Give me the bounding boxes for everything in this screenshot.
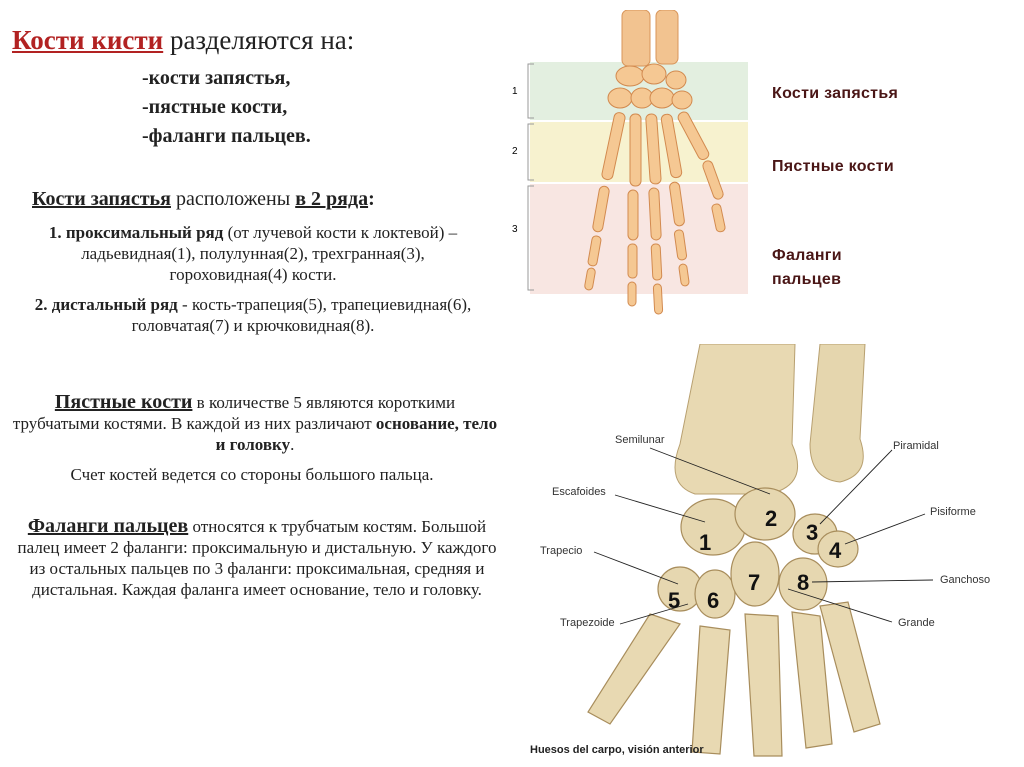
phalanges-paragraph xyxy=(14,516,500,600)
phalanges-text: относятся к трубчатым костям. Большой палец имеет 2 фаланги: проксимальную и дистальную. У каждого из остальных пальцев по 3 фаланги: проксимальная, средняя и дистальная. Каждая фаланга имеет основание, тело и головку. xyxy=(17,517,497,599)
label-escafoides: Escafoides xyxy=(552,486,606,498)
carpus-heading-title: Кости запястья xyxy=(32,188,171,210)
bone-number: 5 xyxy=(668,588,681,613)
phalanges-band xyxy=(530,184,748,294)
label-grande: Grande xyxy=(898,617,935,629)
hand-skeleton-diagram xyxy=(500,10,750,330)
bone-number: 3 xyxy=(806,520,819,545)
bone-number: 2 xyxy=(765,506,778,531)
bone-groups-list xyxy=(142,64,482,151)
label-piramidal: Piramidal xyxy=(893,440,939,452)
wrist-caption: Huesos del carpo, visión anterior xyxy=(530,744,704,756)
carpus-heading-rows: в 2 ряда xyxy=(295,188,369,210)
title-rest: разделяются на: xyxy=(163,25,355,55)
label-trapezoide: Trapezoide xyxy=(560,617,615,629)
band-label: 1 xyxy=(512,86,518,97)
label-trapecio: Trapecio xyxy=(540,545,583,557)
carpus-heading-mid: расположены xyxy=(170,188,296,210)
phalanges-heading: Фаланги пальцев xyxy=(27,515,189,537)
label-carpal: Кости запястья xyxy=(772,85,899,102)
proximal-label: 1. проксимальный ряд xyxy=(48,223,224,242)
bone-number: 4 xyxy=(829,538,842,563)
carpus-heading-end: : xyxy=(368,188,375,210)
bone-number: 8 xyxy=(797,570,810,595)
label-pisiforme: Pisiforme xyxy=(930,506,976,518)
list-item: -фаланги пальцев. xyxy=(142,125,311,147)
page-title xyxy=(12,24,512,56)
distal-label: 2. дистальный ряд xyxy=(34,295,178,314)
metacarpus-heading: Пястные кости xyxy=(54,391,193,413)
metacarpus-end: . xyxy=(290,435,295,454)
label-semilunar: Semilunar xyxy=(615,434,665,446)
band-label: 3 xyxy=(512,224,518,235)
wrist-bones-diagram xyxy=(520,344,1024,764)
title-highlight: Кости кисти xyxy=(12,25,164,55)
label-phalanges: Фаланги пальцев xyxy=(772,247,842,288)
list-item: -пястные кости, xyxy=(142,96,288,118)
distal-text: - кость-трапеция(5), трапециевидная(6), головчатая(7) и крючковидная(8). xyxy=(131,295,472,335)
carpus-distal-row xyxy=(28,294,478,336)
list-item: -кости запястья, xyxy=(142,67,291,89)
metacarpus-count-text: Счет костей ведется со стороны большого пальца. xyxy=(70,465,434,484)
band-label: 2 xyxy=(512,146,518,157)
metacarpus-text: в количестве 5 являются короткими трубчатыми костями. В каждой из них различают xyxy=(12,393,456,433)
bone-number: 7 xyxy=(748,570,761,595)
label-metacarpal: Пястные кости xyxy=(772,158,895,175)
metacarpus-bold: основание, тело и головку xyxy=(215,414,498,454)
bone-number: 1 xyxy=(699,530,712,555)
carpus-heading xyxy=(32,186,492,212)
bone-number: 6 xyxy=(707,588,720,613)
metacarpus-paragraph xyxy=(10,392,500,455)
carpus-proximal-row xyxy=(28,222,478,285)
proximal-text: (от лучевой кости к локтевой) – ладьевидная(1), полулунная(2), трехгранная(3), гороховидная(4) кости. xyxy=(81,223,458,284)
label-ganchoso: Ganchoso xyxy=(940,574,991,586)
